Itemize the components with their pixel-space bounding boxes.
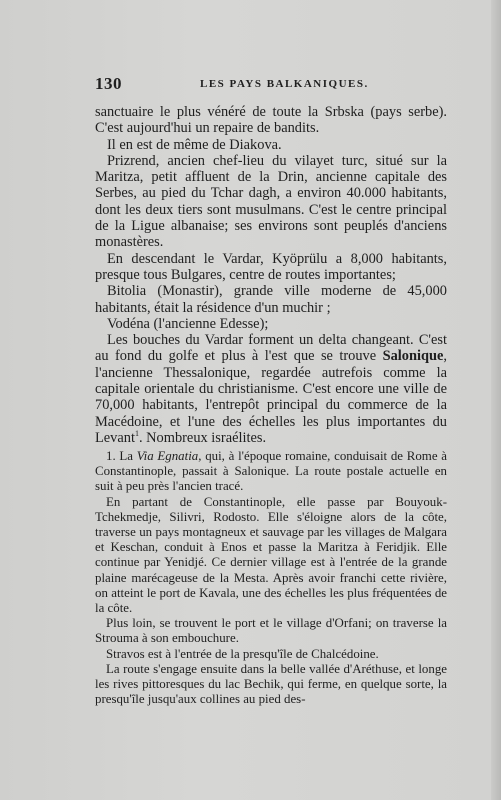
running-title: LES PAYS BALKANIQUES. <box>200 78 369 90</box>
text-run: , qui, à l'époque romaine, conduisait de Rome à Constantinople, passait à Salonique. La route postale actuelle en suit à peu près l'ancien tracé. <box>95 449 447 494</box>
footnote-number: 1. La <box>106 449 137 463</box>
via-egnatia: Via Egnatia <box>136 449 199 463</box>
paragraph: Prizrend, ancien chef-lieu du vilayet turc, situé sur la Maritza, petit affluent de la Drin, ancienne capitale des Serbes, au pied du Tchar dagh, a environ 40.000 habitants, dont les deux tiers sont musulmans. C'est le centre principal de la Ligue albanaise; ses environs sont peuplés d'anciens monastères. <box>95 152 447 251</box>
footnotes <box>95 449 447 707</box>
place-name-salonique: Salonique <box>382 348 444 365</box>
page-header <box>95 74 445 94</box>
paragraph: Il en est de même de Diakova. <box>107 136 282 153</box>
paragraph: En descendant le Vardar, Kyöprülu a 8,000 habitants, presque tous Bulgares, centre de routes importantes; <box>95 250 447 283</box>
footnote-marker: 1 <box>134 429 139 439</box>
page-number: 130 <box>95 74 122 93</box>
footnote-paragraph: Stravos est à l'entrée de la presqu'île de Chalcédoine. <box>106 646 379 661</box>
page-edge <box>491 0 501 800</box>
footnote-paragraph: Plus loin, se trouvent le port et le village d'Orfani; on traverse la Strouma à son embouchure. <box>95 616 447 646</box>
paragraph: Vodéna (l'ancienne Edesse); <box>107 315 269 332</box>
text-run: . Nombreux israélites. <box>138 429 267 446</box>
main-text <box>95 104 447 446</box>
footnote-paragraph: En partant de Constantinople, elle passe par Bouyouk-Tchekmedje, Silivri, Rodosto. Elle s'éloigne alors de la côte, traverse un pays montagneux et sauvage par les villages de Malgara et Keschan, conduit à Enos et passe la Maritza à Feridjik. Elle continue par Yenidjé. Ce dernier village est à l'entrée de la grande plaine marécageuse de la Mesta. Après avoir franchi cette rivière, on atteint le port de Kavala, une des échelles les plus fréquentées de la côte. <box>95 494 447 616</box>
paragraph-salonique <box>95 332 447 446</box>
paragraph: Bitolia (Monastir), grande ville moderne de 45,000 habitants, était la résidence d'un muchir ; <box>95 283 447 316</box>
footnote <box>95 449 447 495</box>
footnote-paragraph: La route s'engage ensuite dans la belle vallée d'Aréthuse, et longe les rives pittoresques du lac Bechik, qui ferme, en quelque sorte, la presqu'île jusqu'aux collines au pied des- <box>95 661 447 707</box>
text-run: Les bouches du Vardar forment un delta changeant. C'est au fond du golfe et plus à l'est que se trouve <box>95 332 447 365</box>
paragraph: sanctuaire le plus vénéré de toute la Srbska (pays serbe). C'est aujourd'hui un repaire de bandits. <box>95 104 447 137</box>
text-run: , l'ancienne Thessalonique, regardée autrefois comme la capitale orientale du christianisme. C'est encore une ville de 70,000 habitants, l'entrepôt principal du commerce de la Macédoine, et l'une des échelles les plus importantes du Levant <box>95 348 447 446</box>
